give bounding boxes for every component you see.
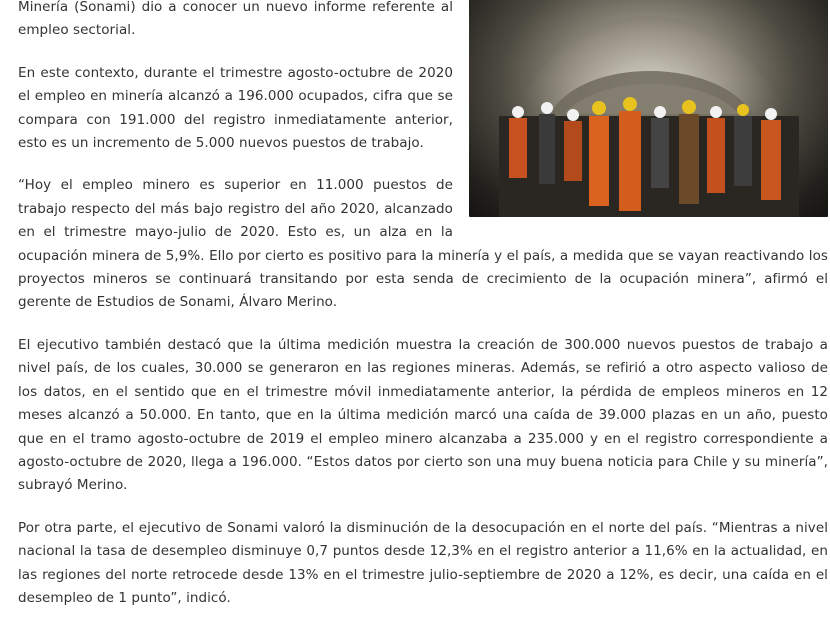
paragraph-1: Minería (Sonami) dio a conocer un nuevo informe referente al empleo sectorial. — [18, 0, 453, 39]
paragraph-3: “Hoy el empleo minero es superior en 11.000 puestos de trabajo respecto del más bajo registro del año 2020, alcanzado en el trimestre mayo-julio de 2020. Esto es, un alza en la ocupación minera de 5,9%. Ello por cierto es positivo para la minería y el país, a medida que se vayan reactivando los proyectos mineros se continuará transitando por esta senda de crecimiento de la ocupación minera”, afirmó el gerente de Estudios de Sonami, Álvaro Merino. — [18, 177, 828, 311]
paragraph-2: En este contexto, durante el trimestre agosto-octubre de 2020 el empleo en minería alcanzó a 196.000 ocupados, cifra que se compara con 191.000 del registro inmediatamente anterior, esto es un incremento de 5.000 nuevos puestos de trabajo. — [18, 64, 453, 152]
paragraph-5: Por otra parte, el ejecutivo de Sonami valoró la disminución de la desocupación en el norte del país. “Mientras a nivel nacional la tasa de desempleo disminuye 0,7 puntos desde 12,3% en el registro anterior a 11,6% en la actualidad, en las regiones del norte retrocede desde 13% en el trimestre julio-septiembre de 2020 a 12%, es decir, una caída en el desempleo de 1 punto”, indicó. — [18, 519, 828, 606]
photo-illustration — [469, 0, 828, 217]
paragraph-4: El ejecutivo también destacó que la última medición muestra la creación de 300.000 nuevos puestos de trabajo a nivel país, de los cuales, 30.000 se generaron en las regiones mineras. Además, se refirió a otro aspecto valioso de los datos, en el sentido que en el trimestre móvil inmediatamente anterior, la pérdida de empleos mineros en 12 meses alcanzó a 50.000. En tanto, que en la última medición marcó una caída de 39.000 plazas en un año, puesto que en el tramo agosto-octubre de 2019 el empleo minero alcanzaba a 235.000 y en el registro correspondiente a agosto-octubre de 2020, llega a 196.000. “Estos datos por cierto son una muy buena noticia para Chile y su minería”, subrayó Merino. — [18, 336, 828, 494]
article-body — [18, 0, 828, 629]
mine-tunnel-workers-photo — [469, 0, 828, 217]
